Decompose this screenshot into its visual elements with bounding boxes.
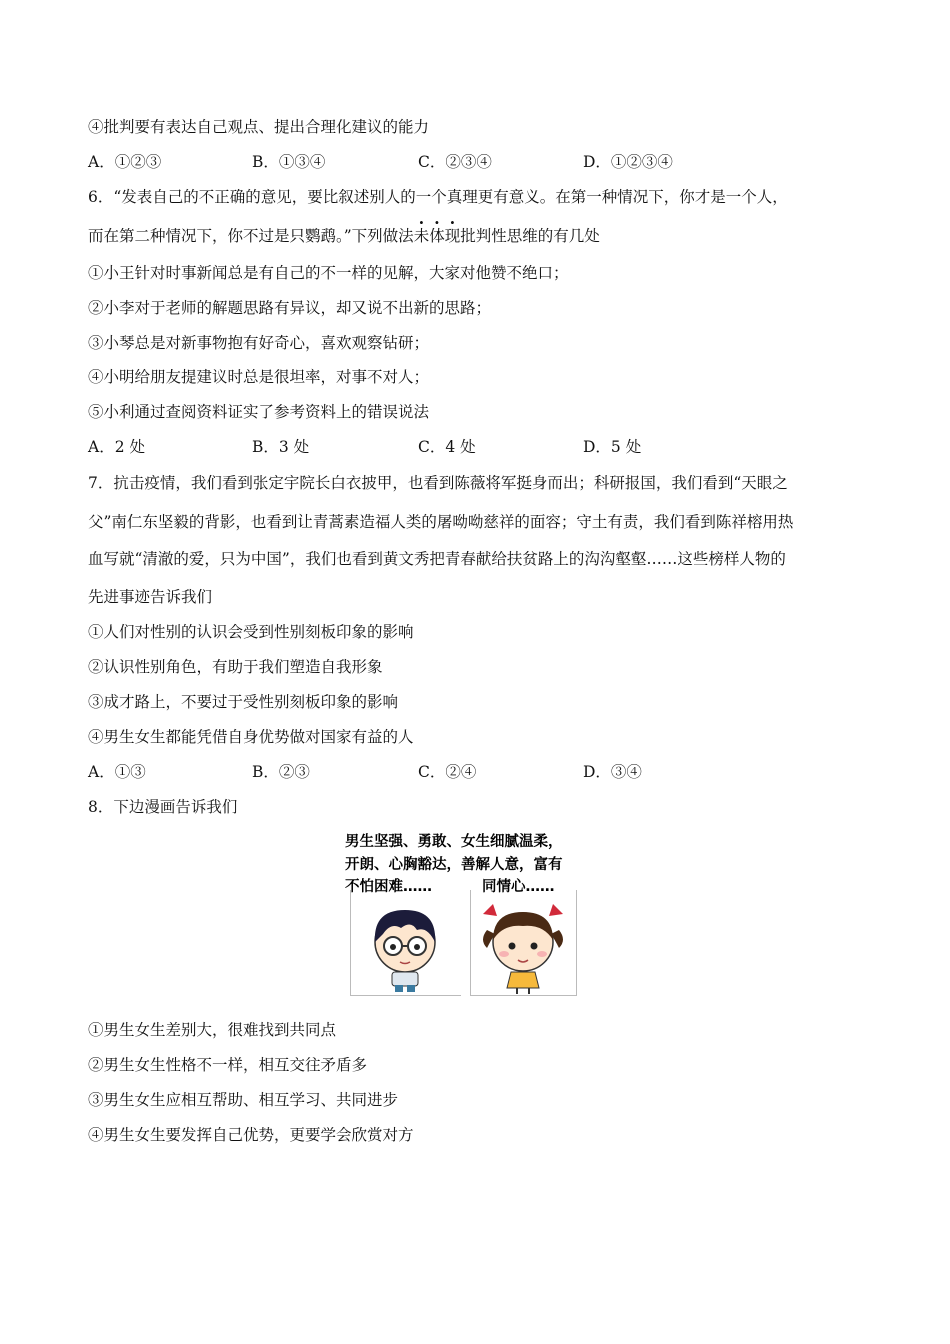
q6-item-4: ④小明给朋友提建议时总是很坦率，对事不对人； — [88, 368, 430, 386]
q7-item-2: ②认识性别角色，有助于我们塑造自我形象 — [88, 658, 383, 676]
q6-item-5: ⑤小利通过查阅资料证实了参考资料上的错误说法 — [88, 403, 430, 421]
q7-option-b: B．②③ — [252, 763, 310, 781]
q7-option-a: A．①③ — [88, 763, 146, 781]
q6-stem-post: 批判性思维的有几处 — [460, 227, 600, 245]
q5-option-c: C．②③④ — [418, 153, 492, 171]
q6-option-a: A．2 处 — [88, 438, 145, 456]
cartoon-caption-line-2: 开朗、心胸豁达，善解人意，富有 — [345, 857, 563, 873]
emphasis-char: 现 — [444, 227, 461, 245]
q7-item-4: ④男生女生都能凭借自身优势做对国家有益的人 — [88, 728, 414, 746]
q6-option-d: D．5 处 — [583, 438, 642, 456]
q8-item-4: ④男生女生要发挥自己优势，更要学会欣赏对方 — [88, 1126, 414, 1144]
q7-option-c: C．②④ — [418, 763, 477, 781]
emphasis-char: 未 — [413, 227, 430, 245]
q6-option-c: C．4 处 — [418, 438, 476, 456]
q6-option-b: B．3 处 — [252, 438, 310, 456]
q5-option-b: B．①③④ — [252, 153, 326, 171]
q6-item-3: ③小琴总是对新事物抱有好奇心，喜欢观察钻研； — [88, 334, 430, 352]
q5-item-4: ④批判要有表达自己观点、提出合理化建议的能力 — [88, 118, 430, 136]
emphasis-char: 体 — [429, 227, 445, 245]
q7-option-d: D．③④ — [583, 763, 642, 781]
q6-stem-pre: 而在第二种情况下，你不过是只鹦鹉。”下列做法 — [88, 227, 414, 245]
q6-item-2: ②小李对于老师的解题思路有异议，却又说不出新的思路； — [88, 299, 492, 317]
q8-item-2: ②男生女生性格不一样，相互交往矛盾多 — [88, 1056, 368, 1074]
q8-item-1: ①男生女生差别大，很难找到共同点 — [88, 1021, 337, 1039]
q6-item-1: ①小王针对时事新闻总是有自己的不一样的见解，大家对他赞不绝口； — [88, 264, 569, 282]
cartoon-caption-girl: 同情心…… — [482, 879, 555, 895]
q7-item-1: ①人们对性别的认识会受到性别刻板印象的影响 — [88, 623, 414, 641]
q6-stem-line-1: 6．“发表自己的不正确的意见，要比叙述别人的一个真理更有意义。在第一种情况下，你才是一个人， — [88, 188, 788, 206]
q8-item-3: ③男生女生应相互帮助、相互学习、共同进步 — [88, 1091, 399, 1109]
cartoon-caption-boy: 不怕困难…… — [345, 879, 432, 895]
q7-stem-line-4: 先进事迹告诉我们 — [88, 588, 213, 606]
q5-option-a: A．①②③ — [88, 153, 162, 171]
cartoon-caption-line-1: 男生坚强、勇敢、女生细腻温柔， — [345, 834, 563, 850]
q6-stem-line-2 — [88, 226, 600, 246]
q7-stem-line-1: 7．抗击疫情，我们看到张定宇院长白衣披甲，也看到陈薇将军挺身而出；科研报国，我们看到“天眼之 — [88, 474, 788, 492]
q8-stem: 8．下边漫画告诉我们 — [88, 798, 238, 816]
girl-cartoon-icon — [473, 900, 573, 996]
q7-item-3: ③成才路上，不要过于受性别刻板印象的影响 — [88, 693, 399, 711]
q5-option-d: D．①②③④ — [583, 153, 673, 171]
q7-stem-line-2: 父”南仁东坚毅的背影，也看到让青蒿素造福人类的屠呦呦慈祥的面容；守土有责，我们看到陈祥榕用热 — [88, 513, 794, 531]
cartoon-image — [345, 828, 607, 998]
boy-cartoon-icon — [355, 900, 455, 996]
q7-stem-line-3: 血写就“清澈的爱，只为中国”，我们也看到黄文秀把青春献给扶贫路上的沟沟壑壑……这些榜样人物的 — [88, 550, 786, 568]
